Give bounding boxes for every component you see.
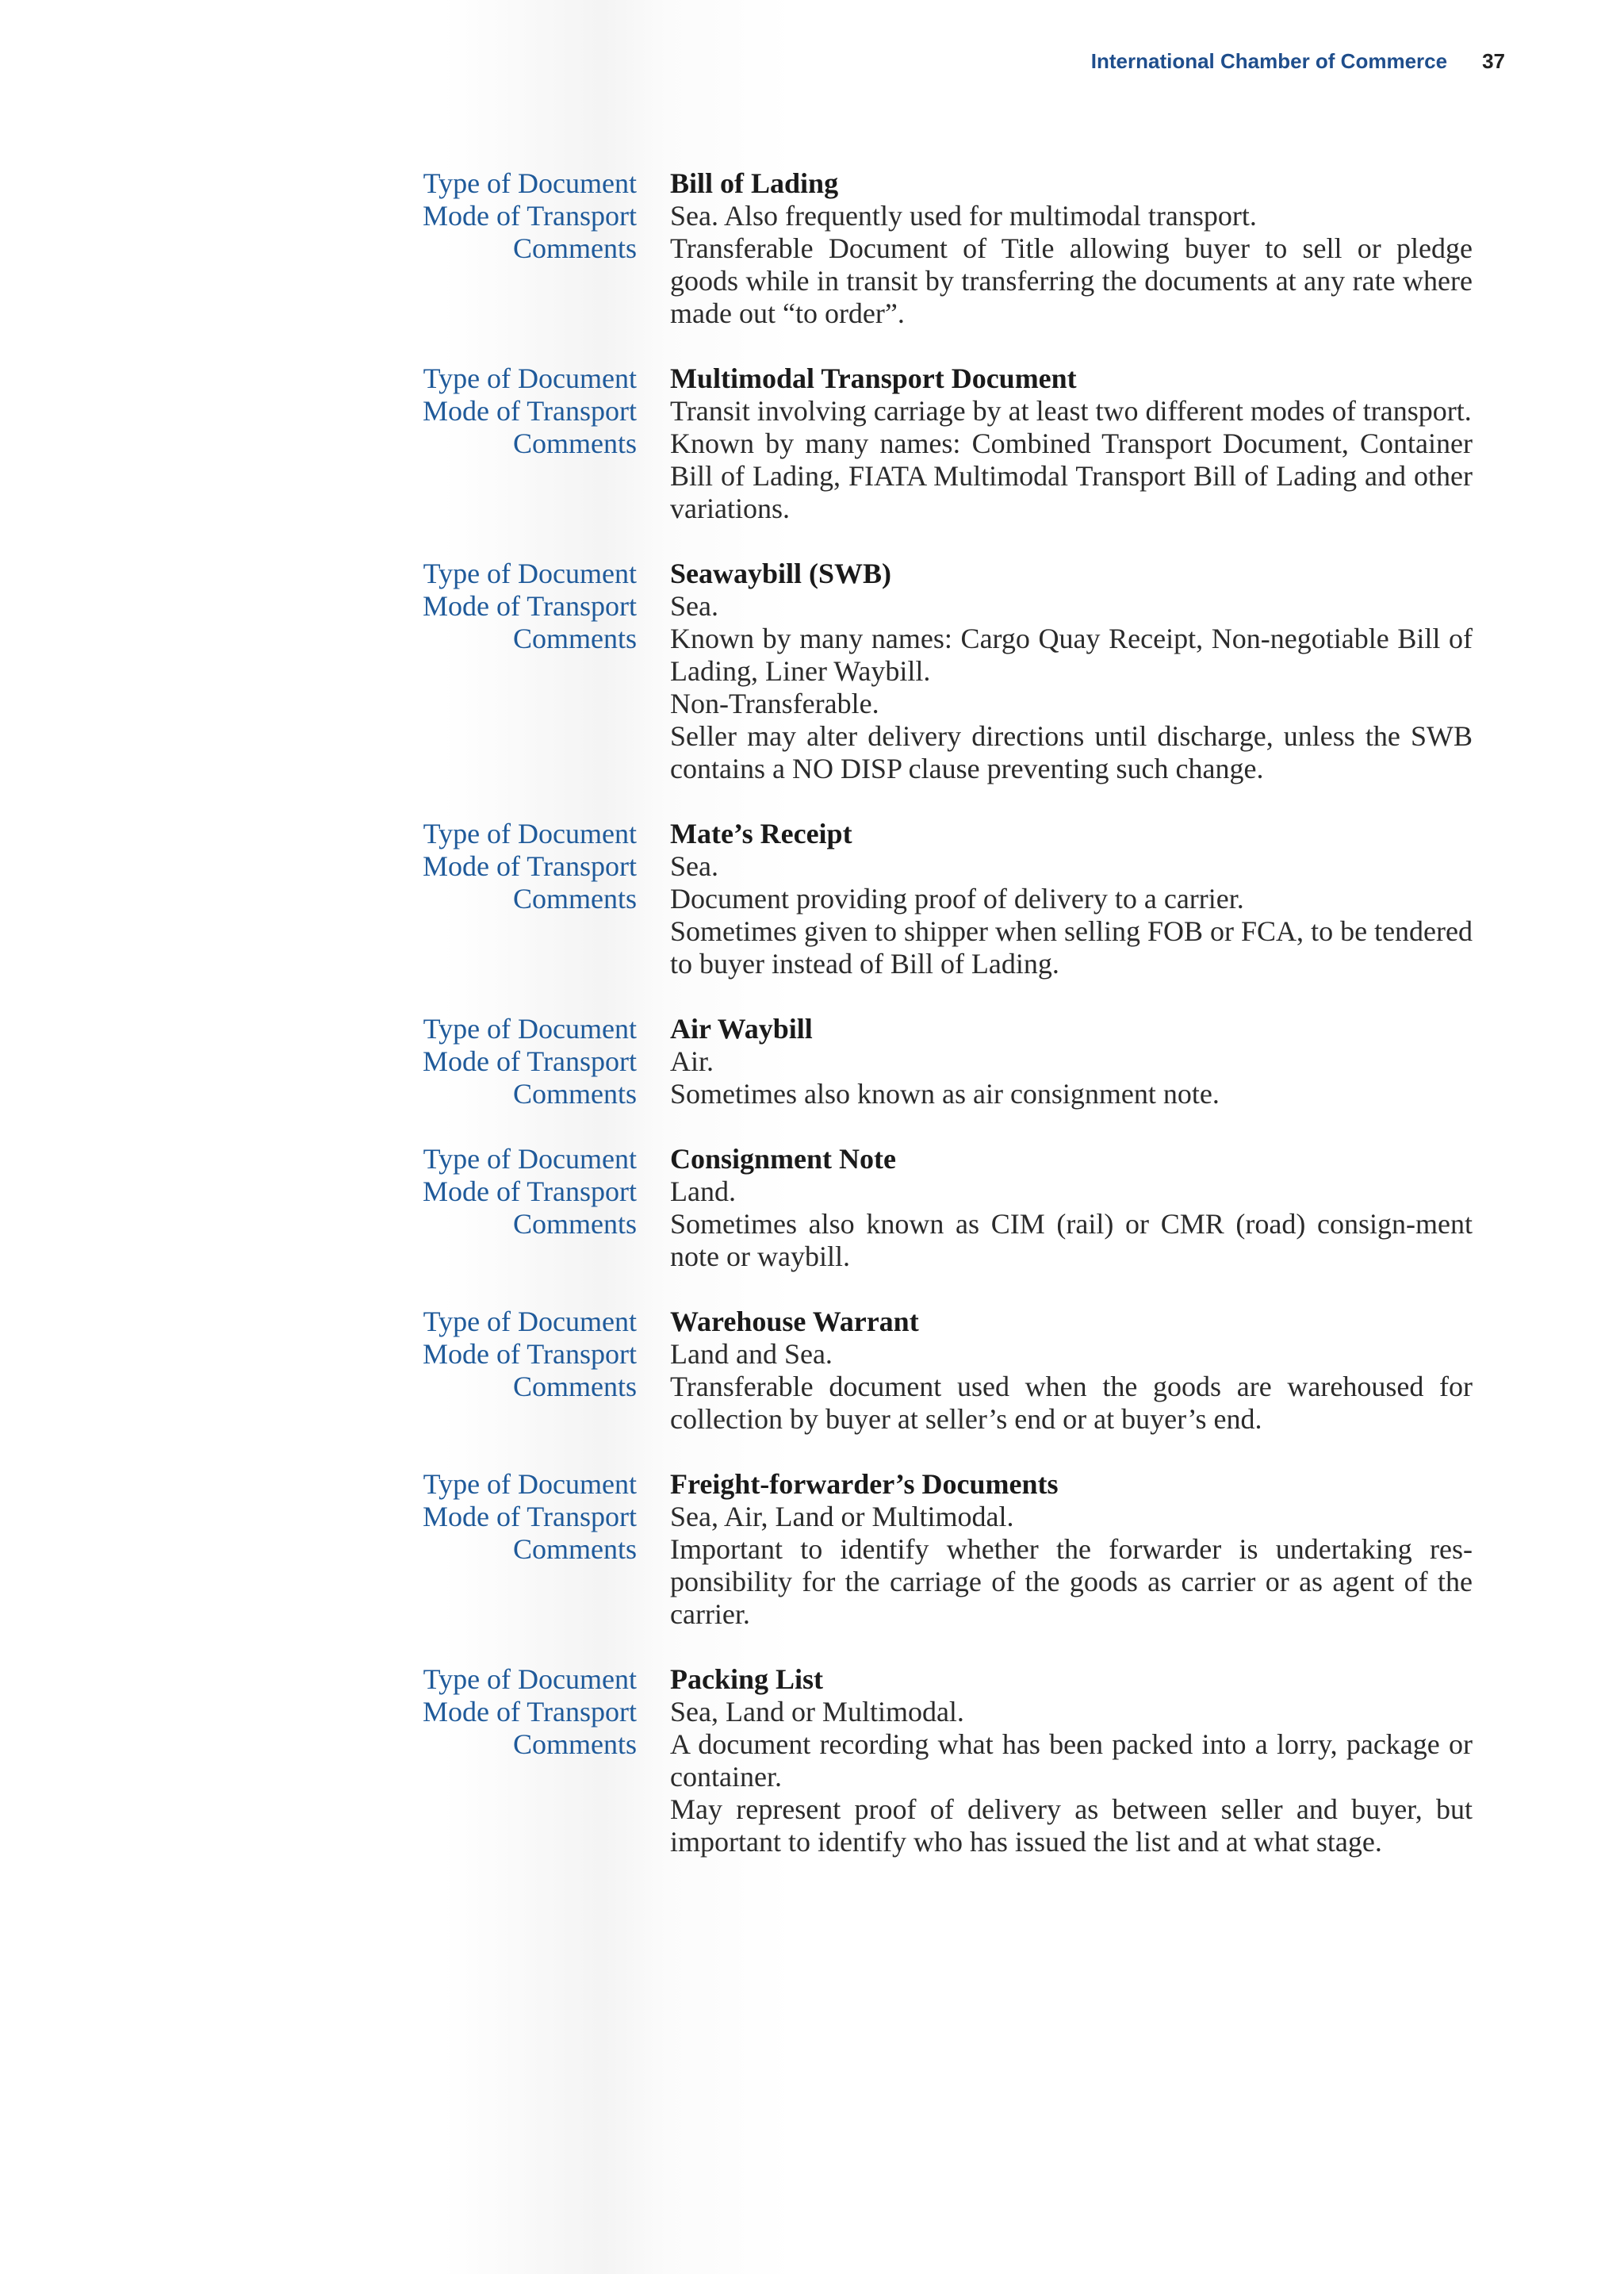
document-type: Multimodal Transport Document xyxy=(670,362,1077,394)
mode-of-transport: Sea. xyxy=(670,850,718,882)
comments-label: Comments xyxy=(512,428,637,459)
mode-of-transport: Air. xyxy=(670,1045,714,1077)
type-label: Type of Document xyxy=(423,1013,637,1045)
comments xyxy=(670,232,1473,330)
document-type: Freight-forwarder’s Documents xyxy=(670,1468,1059,1500)
document-type: Seawaybill (SWB) xyxy=(670,558,892,589)
document-type: Bill of Lading xyxy=(670,167,839,199)
comment-line: Known by many names: Combined Transport Document, Container Bill of Lading, FIATA Multimodal Transport Bill of Lading and other variations. xyxy=(670,428,1473,524)
comments xyxy=(670,1078,1473,1110)
type-label: Type of Document xyxy=(423,1663,637,1695)
comments xyxy=(670,1728,1473,1858)
mode-label: Mode of Transport xyxy=(422,1338,637,1370)
comments-label: Comments xyxy=(512,232,637,264)
comment-line: Important to identify whether the forwarder is undertaking res-ponsibility for the carriage of the goods as carrier or as agent of the carrier. xyxy=(670,1533,1473,1630)
mode-label: Mode of Transport xyxy=(422,1696,637,1728)
comment-line: Document providing proof of delivery to a carrier. xyxy=(670,883,1244,915)
comments-label: Comments xyxy=(512,623,637,654)
comment-line: Sometimes also known as CIM (rail) or CMR (road) consign-ment note or waybill. xyxy=(670,1208,1473,1272)
mode-of-transport: Transit involving carriage by at least two different modes of transport. xyxy=(670,395,1472,427)
document-entry xyxy=(0,1013,1624,1110)
comments-label: Comments xyxy=(512,1208,637,1240)
document-type: Air Waybill xyxy=(670,1013,813,1045)
mode-of-transport: Sea. xyxy=(670,590,718,622)
comments xyxy=(670,883,1473,980)
document-entry xyxy=(0,558,1624,785)
comment-line: Non-Transferable. xyxy=(670,688,879,719)
document-entry xyxy=(0,362,1624,525)
comment-line: Transferable document used when the goods are warehoused for collection by buyer at seller’s end or at buyer’s end. xyxy=(670,1371,1473,1435)
comments xyxy=(670,1371,1473,1436)
mode-of-transport: Sea, Air, Land or Multimodal. xyxy=(670,1501,1014,1532)
comments xyxy=(670,1208,1473,1273)
mode-of-transport: Land and Sea. xyxy=(670,1338,833,1370)
comment-line: Sometimes also known as air consignment note. xyxy=(670,1078,1220,1110)
comment-line: Sometimes given to shipper when selling FOB or FCA, to be tendered to buyer instead of Bill of Lading. xyxy=(670,915,1473,980)
type-label: Type of Document xyxy=(423,1143,637,1175)
comments xyxy=(670,623,1473,785)
comments-label: Comments xyxy=(512,1371,637,1402)
document-type: Mate’s Receipt xyxy=(670,818,852,849)
type-label: Type of Document xyxy=(423,558,637,589)
type-label: Type of Document xyxy=(423,818,637,849)
mode-label: Mode of Transport xyxy=(422,200,637,232)
mode-of-transport: Sea. Also frequently used for multimodal transport. xyxy=(670,200,1257,232)
comments xyxy=(670,1533,1473,1631)
mode-label: Mode of Transport xyxy=(422,850,637,882)
document-type: Packing List xyxy=(670,1663,824,1695)
comment-line: Known by many names: Cargo Quay Receipt, Non-negotiable Bill of Lading, Liner Waybill. xyxy=(670,623,1473,687)
type-label: Type of Document xyxy=(423,1468,637,1500)
mode-label: Mode of Transport xyxy=(422,1175,637,1207)
comment-line: Transferable Document of Title allowing buyer to sell or pledge goods while in transit by transferring the documents at any rate where made out “to order”. xyxy=(670,232,1473,329)
page-header xyxy=(1091,49,1505,74)
document-entry xyxy=(0,167,1624,330)
comments xyxy=(670,428,1473,525)
organization-name: International Chamber of Commerce xyxy=(1090,49,1448,73)
document-entry xyxy=(0,818,1624,980)
document-entry xyxy=(0,1143,1624,1273)
mode-of-transport: Land. xyxy=(670,1175,736,1207)
document-type: Consignment Note xyxy=(670,1143,896,1175)
mode-label: Mode of Transport xyxy=(422,1045,637,1077)
comment-line: Seller may alter delivery directions until discharge, unless the SWB contains a NO DISP clause preventing such change. xyxy=(670,720,1473,784)
comments-label: Comments xyxy=(512,883,637,915)
comments-label: Comments xyxy=(512,1728,637,1760)
type-label: Type of Document xyxy=(423,167,637,199)
comments-label: Comments xyxy=(512,1078,637,1110)
document-entry xyxy=(0,1663,1624,1858)
comment-line: May represent proof of delivery as between seller and buyer, but important to identify who has issued the list and at what stage. xyxy=(670,1793,1473,1858)
type-label: Type of Document xyxy=(423,1306,637,1337)
mode-label: Mode of Transport xyxy=(422,1501,637,1532)
document-entry xyxy=(0,1306,1624,1436)
document-type-list xyxy=(0,167,1624,1891)
comment-line: A document recording what has been packed into a lorry, package or container. xyxy=(670,1728,1473,1793)
type-label: Type of Document xyxy=(423,362,637,394)
document-entry xyxy=(0,1468,1624,1631)
document-type: Warehouse Warrant xyxy=(670,1306,919,1337)
comments-label: Comments xyxy=(512,1533,637,1565)
mode-of-transport: Sea, Land or Multimodal. xyxy=(670,1696,964,1728)
mode-label: Mode of Transport xyxy=(422,395,637,427)
page-number: 37 xyxy=(1482,49,1505,73)
mode-label: Mode of Transport xyxy=(422,590,637,622)
